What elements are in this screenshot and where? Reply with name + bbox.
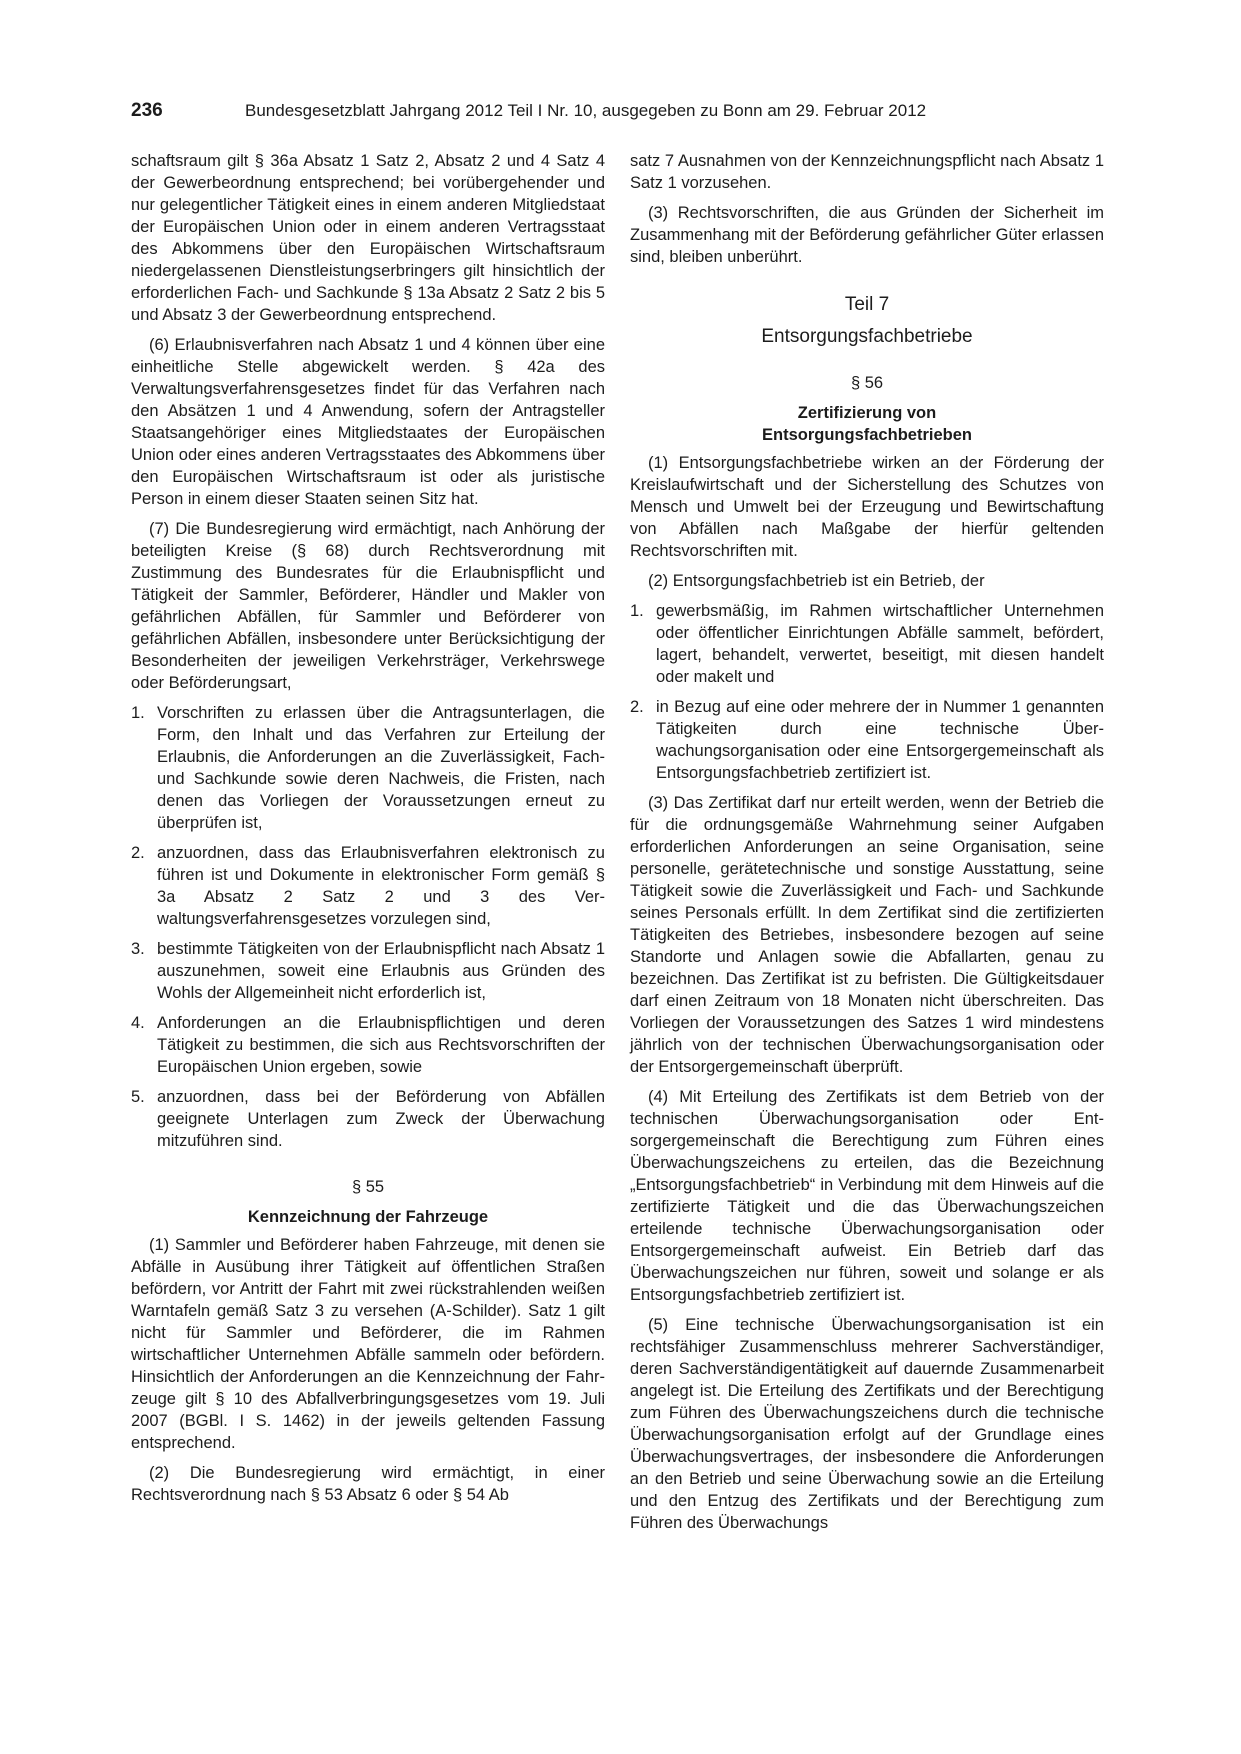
list-item-number: 2. — [131, 844, 145, 862]
running-title: Bundesgesetzblatt Jahrgang 2012 Teil I Nr. 10, ausgegeben zu Bonn am 29. Februar 2012 — [245, 101, 927, 120]
list-item-text: Anforderungen an die Erlaubnispflichtigen und deren Tätigkeit zu bestimmen, die sich aus Rechtsvorschriften der Europäischen Union ergeben, sowie — [157, 1014, 605, 1076]
list-item — [131, 702, 605, 834]
section-56-title-line-1: Zertifizierung von — [797, 404, 937, 422]
section-55-paragraph-3: (3) Rechtsvorschriften, die aus Gründen der Sicherheit im Zusammenhang mit der Beförderung gefährlicher Güter erlassen sind, bleiben unberührt. — [630, 204, 1104, 266]
list-item-text: anzuordnen, dass das Erlaubnisverfahren elektronisch zu führen ist und Dokumente in elektronischer Form gemäß § 3a Absatz 2 Satz 2 und 3 des Verwaltungsverfahrensgesetzes vorzulegen sind, — [157, 844, 605, 928]
section-56-paragraph-4: (4) Mit Erteilung des Zertifikats ist dem Betrieb von der technischen Überwachungsorganisation oder Entsorgergemeinschaft die Berechtigung zum Führen eines Überwachungszeichens zu erteilen, das die Bezeichnung „Entsorgungsfachbetrieb“ in Verbindung mit dem Hinweis auf die zertifizierte Tätigkeit und die das Überwachungszeichen erteilende technische Überwachungsorganisation oder Entsorgergemeinschaft aufweist. Ein Betrieb darf das Überwachungszeichen nur führen, soweit und solange er als Entsorgungsfachbetrieb zertifiziert ist. — [630, 1088, 1104, 1304]
list-item — [131, 1086, 605, 1152]
section-55-paragraph-2: (2) Die Bundesregierung wird ermächtigt, in einer Rechtsverordnung nach § 53 Absatz 6 oder § 54 Ab — [131, 1464, 605, 1504]
section-56-paragraph-3: (3) Das Zertifikat darf nur erteilt werden, wenn der Betrieb die für die ordnungsgemäße Wahrnehmung seiner Aufgaben erforderlichen Anforderungen an seine Organisation, seine personelle, gerätetechnische und sonstige Ausstattung, seine Tätigkeit sowie die Zuverlässigkeit und Fach- und Sachkunde seines Personals erfüllt. In dem Zertifikat sind die zertifizierten Tätigkeiten des Betriebes, insbesondere bezogen auf seine Standorte und Anlagen sowie die Abfallarten, genau zu bezeichnen. Das Zertifikat ist zu befristen. Die Gültigkeitsdauer darf einen Zeitraum von 18 Monaten nicht überschreiten. Das Vorliegen der Voraussetzungen des Satzes 1 wird mindestens jährlich von der technischen Überwachungsorganisation oder der Entsorgergemeinschaft überprüft. — [630, 794, 1104, 1076]
list-item — [131, 842, 605, 930]
list-item-text: anzuordnen, dass bei der Beförderung von Abfällen geeignete Unterlagen zum Zweck der Überwachung mitzuführen sind. — [157, 1088, 605, 1150]
enumerated-list — [131, 702, 605, 1152]
section-56-number: § 56 — [850, 374, 884, 392]
section-55-number: § 55 — [351, 1178, 385, 1196]
paragraph-7: (7) Die Bundesregierung wird ermächtigt, nach Anhörung der beteiligten Kreise (§ 68) durch Rechtsverordnung mit Zustimmung des Bundesrates für die Erlaubnispflicht und Tätigkeit der Sammler, Beförderer, Händler und Makler von gefährlichen Abfällen, für Sammler und Beförderer von gefährlichen Abfällen, insbesondere unter Berücksichtigung der Besonderheiten der jeweiligen Verkehrsträger, Verkehrswege oder Beförderungsart, — [131, 520, 605, 692]
part-title: Teil 7 — [844, 294, 890, 315]
list-item-number: 1. — [630, 602, 644, 620]
list-item — [131, 1012, 605, 1078]
list-item-text: Vorschriften zu erlassen über die Antragsunterlagen, die Form, den Inhalt und das Verfahren zur Erteilung der Erlaubnis, die Anforderungen an die Zuverlässigkeit, Fach- und Sachkunde sowie deren Nachweis, die Fristen, nach denen das Vorliegen der Voraussetzungen erneut zu überprüfen ist, — [157, 704, 605, 832]
list-item-number: 3. — [131, 940, 145, 958]
list-item-text: bestimmte Tätigkeiten von der Erlaubnispflicht nach Absatz 1 auszunehmen, soweit eine Erlaubnis aus Gründen des Wohls der Allgemeinheit nicht erforderlich ist, — [157, 940, 605, 1002]
enumerated-list — [630, 600, 1104, 784]
section-56-title — [630, 402, 1104, 446]
list-item-text: gewerbsmäßig, im Rahmen wirtschaftlicher Unternehmen oder öffentlicher Einrichtungen Abfälle sammelt, befördert, lagert, behandelt, verwertet, beseitigt, mit diesen handelt oder makelt und — [656, 602, 1104, 686]
list-item — [630, 696, 1104, 784]
paragraph-6: (6) Erlaubnisverfahren nach Absatz 1 und 4 können über eine einheitliche Stelle abgewickelt werden. § 42a des Verwaltungsverfahrensgesetzes findet für das Verfahren nach den Absätzen 1 und 4 Anwendung, sofern der Antragsteller Staatsangehöriger eines Mitgliedstaates der Europäischen Union oder eines anderen Vertragsstaates des Abkommens über den Europäischen Wirtschaftsraum ist oder als juristische Person in einem dieser Staaten seinen Sitz hat. — [131, 336, 605, 508]
list-item — [630, 600, 1104, 688]
part-subtitle: Entsorgungsfachbetriebe — [761, 326, 973, 347]
section-55-paragraph-1: (1) Sammler und Beförderer haben Fahrzeuge, mit denen sie Abfälle in Ausübung ihrer Tätigkeit auf öffentlichen Straßen befördern, vor Antritt der Fahrt mit zwei rückstrahlenden weißen Warntafeln gemäß Satz 3 zu versehen (A-Schilder). Satz 1 gilt nicht für Sammler und Beförderer, die im Rahmen wirtschaftlicher Unternehmen Abfälle sammeln oder befördern. Hinsichtlich der Anforderungen an die Kennzeichnung der Fahrzeuge gilt § 10 des Abfallverbringungsgesetzes vom 19. Juli 2007 (BGBl. I S. 1462) in der jeweils geltenden Fassung entsprechend. — [131, 1236, 605, 1452]
paragraph-continued: satz 7 Ausnahmen von der Kennzeichnungspflicht nach Absatz 1 Satz 1 vorzusehen. — [630, 152, 1104, 192]
page-number: 236 — [131, 100, 163, 121]
list-item-number: 1. — [131, 704, 145, 722]
section-56-paragraph-2: (2) Entsorgungsfachbetrieb ist ein Betrieb, der — [648, 572, 985, 590]
list-item-number: 2. — [630, 698, 644, 716]
right-column — [630, 150, 1104, 1542]
list-item-text: in Bezug auf eine oder mehrere der in Nummer 1 genannten Tätigkeiten durch eine technische Überwachungsorganisation oder eine Entsorgergemeinschaft als Entsorgungsfachbetrieb zertifiziert ist. — [656, 698, 1104, 782]
page-header — [131, 100, 1111, 130]
left-column — [131, 150, 605, 1514]
list-item — [131, 938, 605, 1004]
section-56-paragraph-5: (5) Eine technische Überwachungsorganisation ist ein rechtsfähiger Zusammenschluss mehrerer Sachverständiger, deren Sachverständigentätigkeit auf dauernde Zusammenarbeit angelegt ist. Die Erteilung des Zertifikats und der Berechtigung zum Führen des Überwachungszeichens durch die technische Überwachungsorganisation erfolgt auf der Grundlage eines Überwachungsvertrages, der insbesondere die Anforderungen an den Betrieb und seine Überwachung sowie an die Erteilung und den Entzug des Zertifikats und der Berechtigung zum Führen des Überwachungs — [630, 1316, 1104, 1532]
list-item-number: 4. — [131, 1014, 145, 1032]
section-56-title-line-2: Entsorgungsfachbetrieben — [762, 426, 972, 444]
paragraph-continued: schaftsraum gilt § 36a Absatz 1 Satz 2, Absatz 2 und 4 Satz 4 der Gewerbeordnung entsprechend; bei vorübergehender und nur gelegentlicher Tätigkeit eines in einem anderen Mitgliedstaat der Europäischen Union oder in einem anderen Vertragsstaat des Abkommens über den Europäischen Wirtschaftsraum niedergelassenen Dienstleistungserbringers gilt hinsichtlich der erforderlichen Fach- und Sachkunde § 13a Absatz 2 Satz 2 bis 5 und Absatz 3 der Gewerbeordnung entsprechend. — [131, 152, 605, 324]
section-56-paragraph-1: (1) Entsorgungsfachbetriebe wirken an der Förderung der Kreislaufwirtschaft und der Sicherstellung des Schutzes von Mensch und Umwelt bei der Erzeugung und Bewirtschaftung von Abfällen nach Maßgabe der hierfür geltenden Rechtsvorschriften mit. — [630, 454, 1104, 560]
section-55-title: Kennzeichnung der Fahrzeuge — [247, 1208, 489, 1226]
list-item-number: 5. — [131, 1088, 145, 1106]
